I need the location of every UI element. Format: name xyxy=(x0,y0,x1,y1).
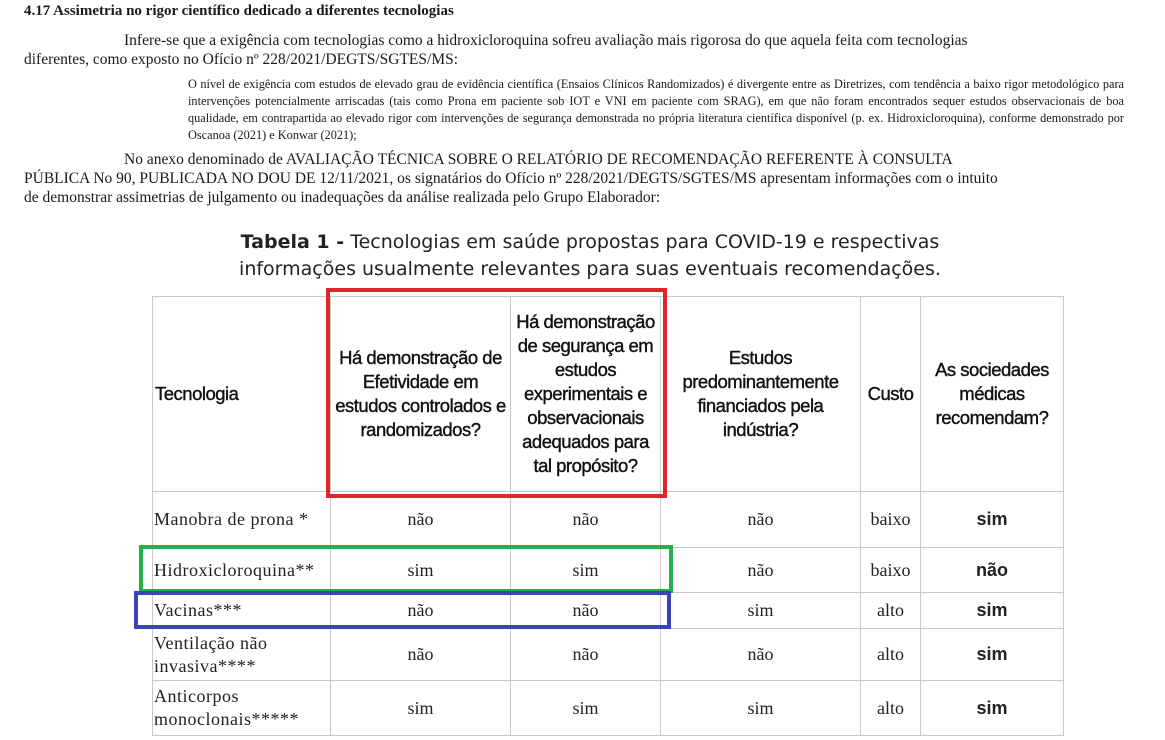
paragraph-2-line-2: PÚBLICA No 90, PUBLICADA NO DOU DE 12/11/2021, os signatários do Ofício nº 228/2021/DEGTS/SGTES/MS apresentam informações com o intuito xyxy=(24,170,998,187)
paragraph-2-line-3: de demonstrar assimetrias de julgamento ou inadequações da análise realizada pelo Grupo Elaborador: xyxy=(24,189,661,206)
table-caption-label: Tabela 1 - xyxy=(240,231,345,253)
cell-efetividade: não xyxy=(331,593,511,629)
cell-sociedades: sim xyxy=(921,681,1064,736)
cell-financiados: não xyxy=(661,629,861,681)
cell-sociedades: sim xyxy=(921,492,1064,548)
paragraph-1 xyxy=(24,31,1114,69)
cell-efetividade: sim xyxy=(331,681,511,736)
cell-seguranca: não xyxy=(511,593,661,629)
cell-financiados: sim xyxy=(661,681,861,736)
header-financiados: Estudos predominantemente financiados pela indústria? xyxy=(661,297,861,492)
cell-sociedades: sim xyxy=(921,629,1064,681)
table-caption xyxy=(200,229,980,283)
cell-sociedades: não xyxy=(921,548,1064,593)
cell-custo: alto xyxy=(861,593,921,629)
cell-tecnologia: Ventilação não invasiva**** xyxy=(153,629,331,681)
cell-efetividade: sim xyxy=(331,548,511,593)
header-sociedades: As sociedades médicas recomendam? xyxy=(921,297,1064,492)
table-caption-line-2: informações usualmente relevantes para suas eventuais recomendações. xyxy=(239,258,941,280)
cell-tecnologia: Vacinas*** xyxy=(153,593,331,629)
paragraph-2-line-1: No anexo denominado de AVALIAÇÃO TÉCNICA SOBRE O RELATÓRIO DE RECOMENDAÇÃO REFERENTE À CONSULTA xyxy=(124,151,953,168)
table-row xyxy=(153,492,1064,548)
cell-seguranca: não xyxy=(511,629,661,681)
paragraph-1-line-1: Infere-se que a exigência com tecnologias como a hidroxicloroquina sofreu avaliação mais rigorosa do que aquela feita com tecnologias xyxy=(124,32,968,49)
cell-efetividade: não xyxy=(331,492,511,548)
cell-sociedades: sim xyxy=(921,593,1064,629)
cell-tecnologia: Manobra de prona * xyxy=(153,492,331,548)
cell-seguranca: sim xyxy=(511,681,661,736)
cell-tecnologia: Hidroxicloroquina** xyxy=(153,548,331,593)
cell-tecnologia: Anticorpos monoclonais***** xyxy=(153,681,331,736)
cell-efetividade: não xyxy=(331,629,511,681)
cell-financiados: não xyxy=(661,548,861,593)
header-efetividade: Há demonstração de Efetividade em estudos controlados e randomizados? xyxy=(331,297,511,492)
table-row xyxy=(153,593,1064,629)
header-custo: Custo xyxy=(861,297,921,492)
header-tecnologia: Tecnologia xyxy=(153,297,331,492)
table-header-row xyxy=(153,297,1064,492)
cell-custo: alto xyxy=(861,629,921,681)
paragraph-2 xyxy=(24,150,1114,207)
header-seguranca: Há demonstração de segurança em estudos experimentais e observacionais adequados para tal propósito? xyxy=(511,297,661,492)
table-row xyxy=(153,629,1064,681)
technologies-table xyxy=(152,296,1064,736)
table-row xyxy=(153,681,1064,736)
cell-custo: alto xyxy=(861,681,921,736)
cell-financiados: sim xyxy=(661,593,861,629)
paragraph-1-line-2: diferentes, como exposto no Ofício nº 228/2021/DEGTS/SGTES/MS: xyxy=(24,51,459,68)
cell-financiados: não xyxy=(661,492,861,548)
cell-custo: baixo xyxy=(861,492,921,548)
block-quote: O nível de exigência com estudos de elevado grau de evidência científica (Ensaios Clínicos Randomizados) é divergente entre as Diretrizes, com tendência a baixo rigor metodológico para intervenções potencialmente arriscadas (tais como Prona em paciente sob IOT e VNI em paciente com SRAG), em que não foram encontrados sequer estudos observacionais de boa qualidade, em contrapartida ao elevado rigor com intervenções de segurança demonstrada no própria literatura científica disponível (p. ex. Hidroxicloroquina), conforme demonstrado por Oscanoa (2021) e Konwar (2021); xyxy=(188,77,1124,142)
section-heading: 4.17 Assimetria no rigor científico dedicado a diferentes tecnologias xyxy=(24,3,454,19)
table-row xyxy=(153,548,1064,593)
cell-seguranca: sim xyxy=(511,548,661,593)
table-caption-line-1: Tecnologias em saúde propostas para COVID-19 e respectivas xyxy=(350,231,940,253)
cell-seguranca: não xyxy=(511,492,661,548)
cell-custo: baixo xyxy=(861,548,921,593)
